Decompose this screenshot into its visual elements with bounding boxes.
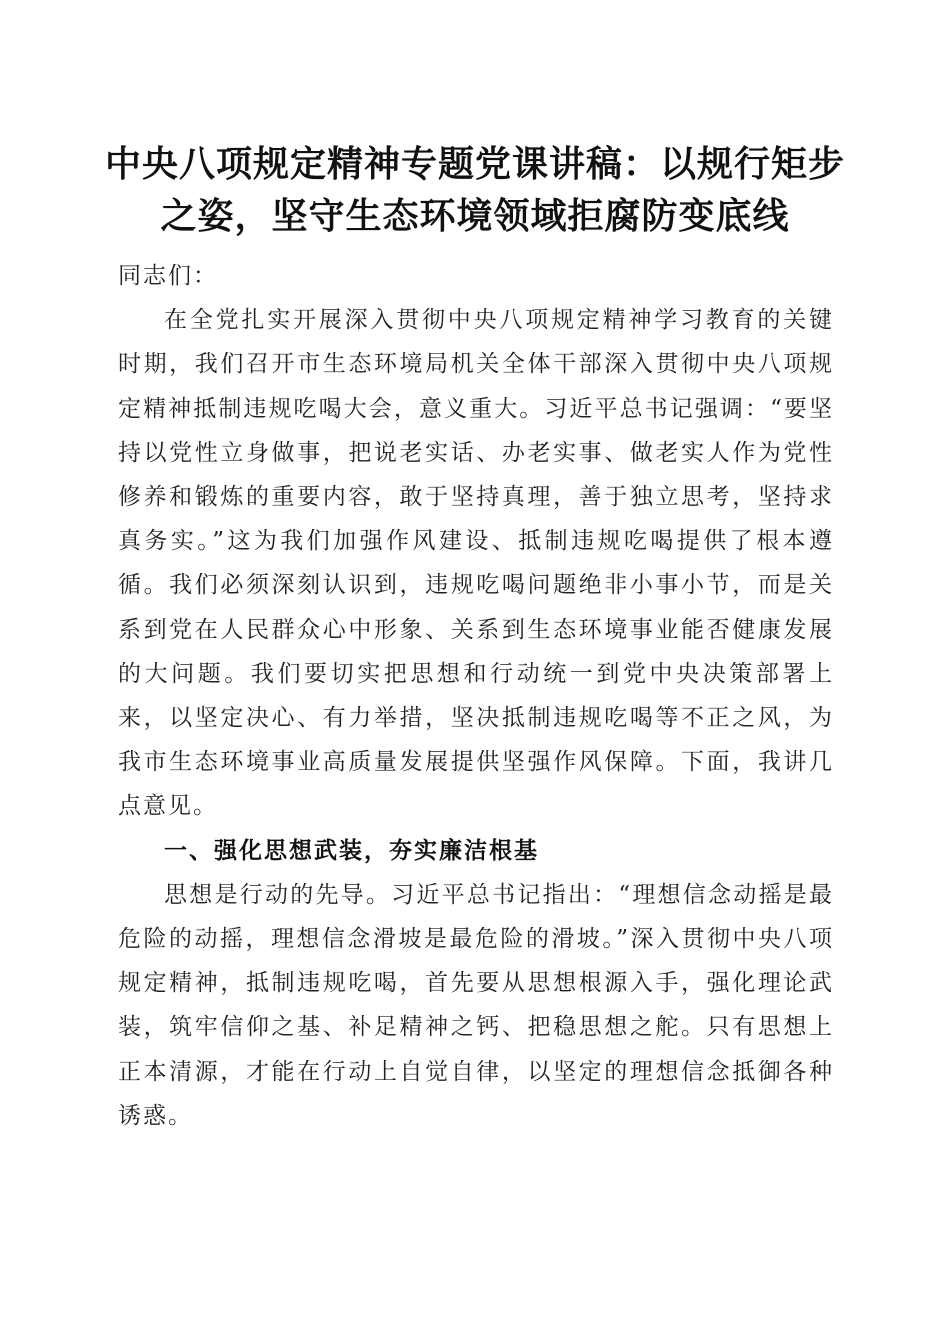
- document-title: 中央八项规定精神专题党课讲稿：以规行矩步之姿，坚守生态环境领域拒腐防变底线: [105, 143, 846, 237]
- section-heading-1: 一、强化思想武装，夯实廉洁根基: [164, 837, 539, 864]
- document-body: [118, 254, 834, 1138]
- salutation: 同志们：: [118, 263, 218, 289]
- intro-paragraph: 在全党扎实开展深入贯彻中央八项规定精神学习教育的关键时期，我们召开市生态环境局机关全体干部深入贯彻中央八项规定精神抵制违规吃喝大会，意义重大。习近平总书记强调：“要坚持以党性立身做事，把说老实话、办老实事、做老实人作为党性修养和锻炼的重要内容，敢于坚持真理，善于独立思考，坚持求真务实。”这为我们加强作风建设、抵制违规吃喝提供了根本遵循。我们必须深刻认识到，违规吃喝问题绝非小事小节，而是关系到党在人民群众心中形象、关系到生态环境事业能否健康发展的大问题。我们要切实把思想和行动统一到党中央决策部署上来，以坚定决心、有力举措，坚决抵制违规吃喝等不正之风，为我市生态环境事业高质量发展提供坚强作风保障。下面，我讲几点意见。: [118, 307, 834, 820]
- section-1-paragraph: 思想是行动的先导。习近平总书记指出：“理想信念动摇是最危险的动摇，理想信念滑坡是最危险的滑坡。”深入贯彻中央八项规定精神，抵制违规吃喝，首先要从思想根源入手，强化理论武装，筑牢信仰之基、补足精神之钙、把稳思想之舵。只有思想上正本清源，才能在行动上自觉自律，以坚定的理想信念抵御各种诱惑。: [118, 881, 834, 1129]
